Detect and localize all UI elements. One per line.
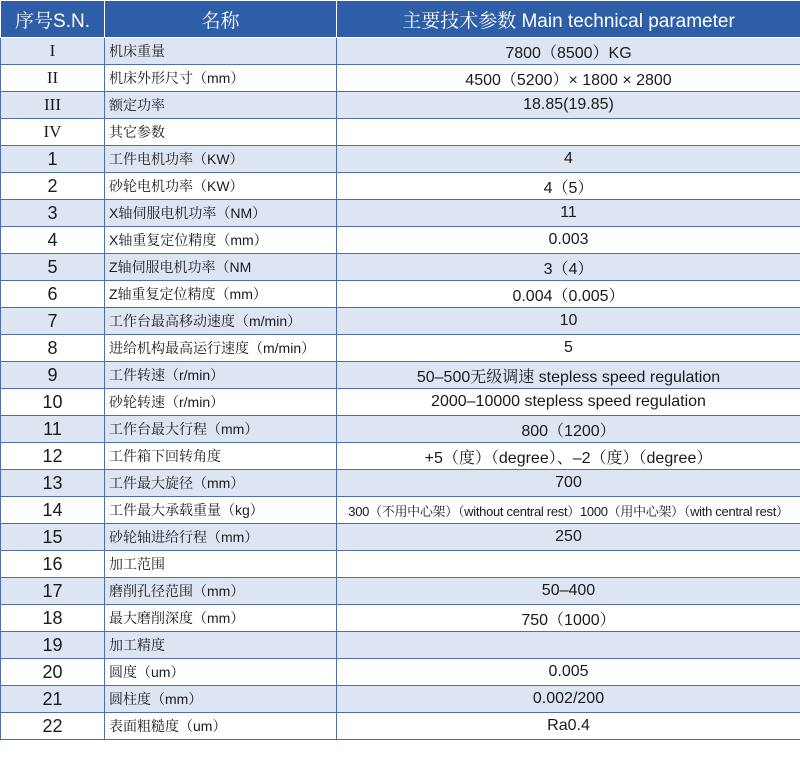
spec-table-header — [1, 1, 800, 38]
row-sn: 2 — [1, 173, 105, 200]
table-row — [1, 200, 800, 227]
table-row — [1, 686, 800, 713]
header-parameter: 主要技术参数 Main technical parameter — [337, 1, 800, 38]
row-sn: 9 — [1, 362, 105, 389]
row-name: 砂轮电机功率（KW） — [105, 173, 337, 200]
row-sn: 10 — [1, 389, 105, 416]
row-value: 50–500无级调速 stepless speed regulation — [337, 362, 800, 389]
row-sn: 11 — [1, 416, 105, 443]
table-row — [1, 713, 800, 740]
row-name: X轴伺服电机功率（NM） — [105, 200, 337, 227]
table-row — [1, 497, 800, 524]
row-value: 3（4） — [337, 254, 800, 281]
row-sn: 18 — [1, 605, 105, 632]
row-value: 4500（5200）× 1800 × 2800 — [337, 65, 800, 92]
table-row — [1, 470, 800, 497]
row-sn: 15 — [1, 524, 105, 551]
row-value — [337, 632, 800, 659]
header-name: 名称 — [105, 1, 337, 38]
row-name: 工件最大旋径（mm） — [105, 470, 337, 497]
row-value: 2000–10000 stepless speed regulation — [337, 389, 800, 416]
table-row — [1, 173, 800, 200]
row-sn: 14 — [1, 497, 105, 524]
table-row — [1, 92, 800, 119]
table-row — [1, 146, 800, 173]
row-value: 700 — [337, 470, 800, 497]
row-name: 其它参数 — [105, 119, 337, 146]
row-sn: 7 — [1, 308, 105, 335]
row-name: 机床外形尺寸（mm） — [105, 65, 337, 92]
table-row — [1, 659, 800, 686]
row-sn: 16 — [1, 551, 105, 578]
row-value: 50–400 — [337, 578, 800, 605]
spec-table-body — [1, 38, 800, 740]
row-sn: 4 — [1, 227, 105, 254]
row-name: 表面粗糙度（um） — [105, 713, 337, 740]
row-value: 300（不用中心架）（without central rest）1000（用中心架）（with central rest） — [337, 497, 800, 524]
row-sn: I — [1, 38, 105, 65]
row-name: 砂轮转速（r/min） — [105, 389, 337, 416]
table-row — [1, 578, 800, 605]
row-value: 800（1200） — [337, 416, 800, 443]
row-name: 进给机构最高运行速度（m/min） — [105, 335, 337, 362]
row-name: Z轴重复定位精度（mm） — [105, 281, 337, 308]
row-sn: IV — [1, 119, 105, 146]
table-row — [1, 362, 800, 389]
row-sn: 19 — [1, 632, 105, 659]
header-sn: 序号S.N. — [1, 1, 105, 38]
table-row — [1, 605, 800, 632]
row-name: 工件转速（r/min） — [105, 362, 337, 389]
row-name: 加工范围 — [105, 551, 337, 578]
row-value: 4 — [337, 146, 800, 173]
table-row — [1, 65, 800, 92]
row-name: 工件最大承载重量（kg） — [105, 497, 337, 524]
row-value: 0.002/200 — [337, 686, 800, 713]
row-sn: 12 — [1, 443, 105, 470]
row-value: 0.004（0.005） — [337, 281, 800, 308]
row-sn: 17 — [1, 578, 105, 605]
row-value: +5（度）（degree）、–2（度）（degree） — [337, 443, 800, 470]
row-value: 0.003 — [337, 227, 800, 254]
table-row — [1, 227, 800, 254]
row-value: 7800（8500）KG — [337, 38, 800, 65]
table-row — [1, 38, 800, 65]
row-value: 4（5） — [337, 173, 800, 200]
row-value: 5 — [337, 335, 800, 362]
row-name: 磨削孔径范围（mm） — [105, 578, 337, 605]
table-row — [1, 335, 800, 362]
row-name: 砂轮轴进给行程（mm） — [105, 524, 337, 551]
table-row — [1, 416, 800, 443]
table-row — [1, 254, 800, 281]
row-name: 工作台最大行程（mm） — [105, 416, 337, 443]
row-value: 10 — [337, 308, 800, 335]
table-row — [1, 389, 800, 416]
row-sn: II — [1, 65, 105, 92]
row-sn: 20 — [1, 659, 105, 686]
table-row — [1, 119, 800, 146]
table-row — [1, 443, 800, 470]
row-sn: 3 — [1, 200, 105, 227]
row-value — [337, 551, 800, 578]
row-name: 工件电机功率（KW） — [105, 146, 337, 173]
header-row — [1, 1, 800, 38]
row-name: 额定功率 — [105, 92, 337, 119]
row-value: 0.005 — [337, 659, 800, 686]
row-sn: 22 — [1, 713, 105, 740]
row-value: 250 — [337, 524, 800, 551]
row-sn: 6 — [1, 281, 105, 308]
row-name: 圆柱度（mm） — [105, 686, 337, 713]
row-name: 最大磨削深度（mm） — [105, 605, 337, 632]
row-value — [337, 119, 800, 146]
row-sn: 8 — [1, 335, 105, 362]
row-name: 机床重量 — [105, 38, 337, 65]
row-sn: III — [1, 92, 105, 119]
table-row — [1, 281, 800, 308]
row-value: 11 — [337, 200, 800, 227]
row-sn: 5 — [1, 254, 105, 281]
row-name: 工件箱下回转角度 — [105, 443, 337, 470]
table-row — [1, 524, 800, 551]
row-name: 圆度（um） — [105, 659, 337, 686]
table-row — [1, 632, 800, 659]
row-sn: 1 — [1, 146, 105, 173]
row-name: X轴重复定位精度（mm） — [105, 227, 337, 254]
row-sn: 13 — [1, 470, 105, 497]
table-row — [1, 551, 800, 578]
row-name: 加工精度 — [105, 632, 337, 659]
row-value: 18.85(19.85) — [337, 92, 800, 119]
row-name: 工作台最高移动速度（m/min） — [105, 308, 337, 335]
table-row — [1, 308, 800, 335]
row-name: Z轴伺服电机功率（NM — [105, 254, 337, 281]
row-sn: 21 — [1, 686, 105, 713]
row-value: Ra0.4 — [337, 713, 800, 740]
row-value: 750（1000） — [337, 605, 800, 632]
